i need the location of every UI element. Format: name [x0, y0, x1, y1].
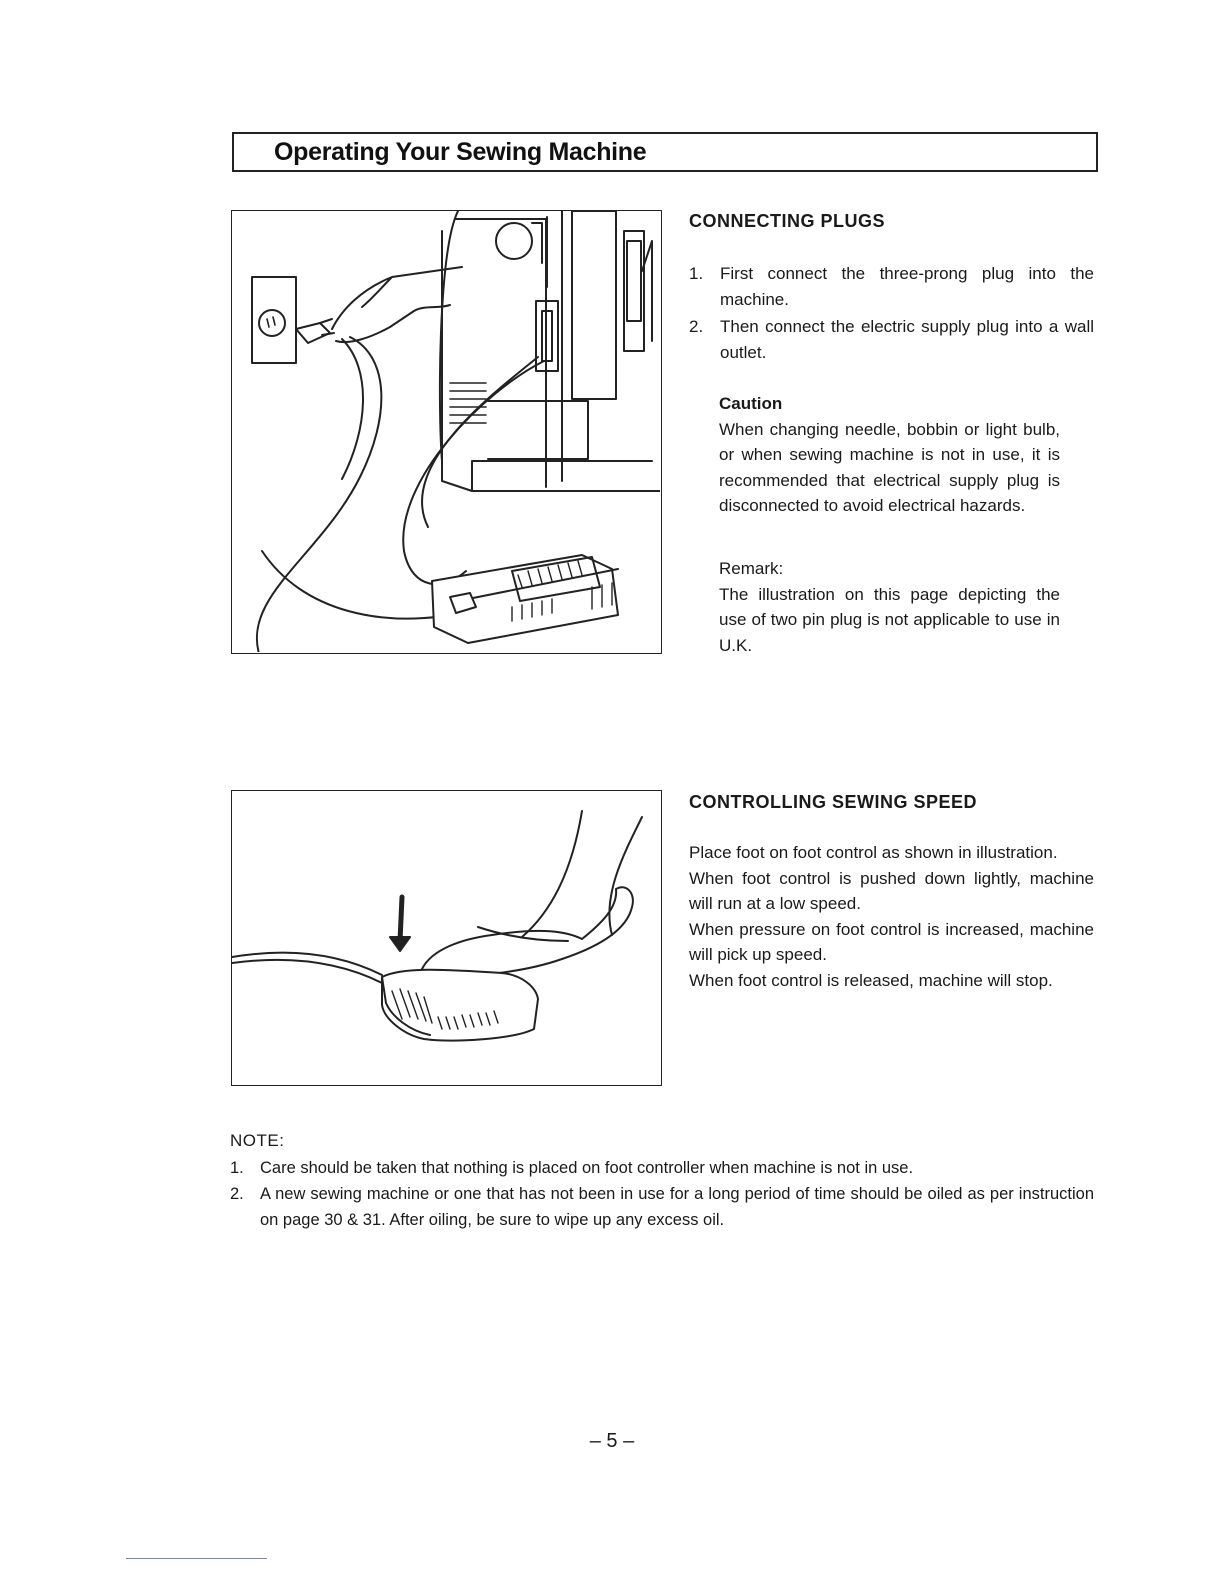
page-number: – 5 – [589, 1430, 635, 1452]
step-number: 1. [689, 264, 704, 283]
leg [522, 811, 642, 937]
note-number: 2. [230, 1185, 244, 1203]
section-title-bar [232, 132, 1098, 172]
connecting-plugs-steps [689, 261, 1094, 366]
list-item [230, 1181, 1094, 1233]
list-item [689, 314, 1094, 366]
power-cord [257, 337, 382, 652]
caution-text: When changing needle, bobbin or light bulb, or when sewing machine is not in use, it is recommended that electrical supply plug is disconnected to avoid electrical hazards. [719, 419, 1060, 515]
step-text: Then connect the electric supply plug into a wall outlet. [720, 317, 1094, 362]
remark-text: The illustration on this page depicting the use of two pin plug is not applicable to use in U.K. [719, 584, 1060, 655]
note-text: A new sewing machine or one that has not been in use for a long period of time should be oiled as per instruction on page 30 & 31. After oiling, be sure to wipe up any excess oil. [260, 1185, 1094, 1229]
caution-title: Caution [719, 394, 783, 413]
note-text: Care should be taken that nothing is placed on foot controller when machine is not in use. [260, 1159, 914, 1177]
note-title: NOTE: [230, 1131, 285, 1150]
speed-line: When foot control is released, machine will stop. [689, 970, 1053, 990]
foot-control-illustration [231, 790, 662, 1086]
step-text: First connect the three-prong plug into the machine. [720, 264, 1094, 309]
speed-line: When foot control is pushed down lightly, machine will run at a low speed. [689, 868, 1094, 913]
plug [296, 323, 330, 343]
controlling-speed-heading: CONTROLLING SEWING SPEED [689, 792, 978, 812]
step-number: 2. [689, 317, 704, 336]
note-number: 1. [230, 1159, 244, 1177]
pedal-cord [232, 953, 382, 983]
controlling-speed-text [689, 840, 1094, 993]
list-item [230, 1155, 1094, 1181]
remark-block [719, 556, 1060, 658]
caution-block [719, 391, 1060, 519]
remark-title: Remark: [719, 559, 784, 578]
speed-line: Place foot on foot control as shown in illustration. [689, 843, 1058, 862]
list-item [689, 261, 1094, 313]
note-list [230, 1155, 1094, 1233]
slipper [422, 887, 633, 977]
down-arrow-icon [400, 897, 402, 941]
connecting-plugs-illustration [231, 210, 662, 654]
speed-line: When pressure on foot control is increased, machine will pick up speed. [689, 919, 1094, 964]
footer-rule [126, 1558, 267, 1559]
connecting-plugs-heading: CONNECTING PLUGS [689, 211, 886, 231]
page-title: Operating Your Sewing Machine [274, 138, 647, 166]
